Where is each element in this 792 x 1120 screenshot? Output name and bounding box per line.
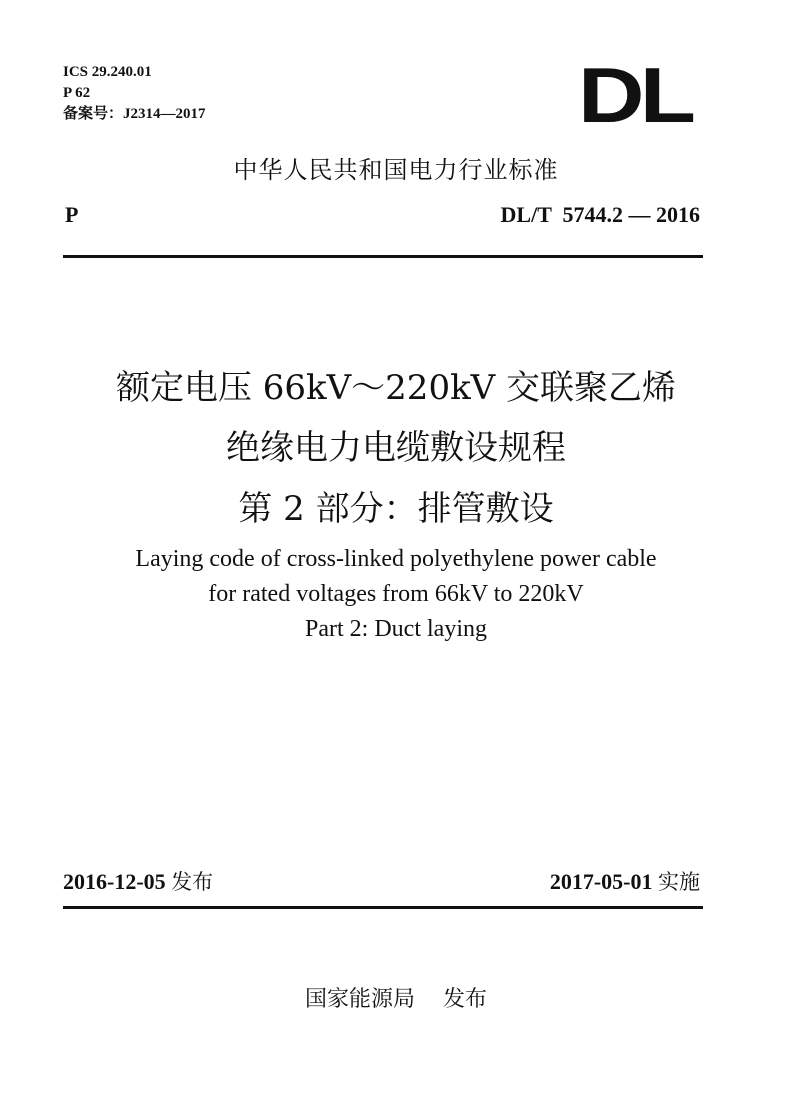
effective-label: 实施	[658, 870, 700, 894]
ics-code: ICS 29.240.01	[63, 64, 152, 80]
publisher-name: 国家能源局	[304, 987, 415, 1012]
effective-date: 2017-05-01	[549, 869, 653, 894]
standard-code: DL/T 5744.2 — 2016	[500, 202, 700, 227]
title-cn-line-1: 额定电压 66kV～220kV 交联聚乙烯	[115, 368, 677, 408]
dl-logo: DL	[578, 51, 692, 139]
footer-divider	[63, 906, 703, 909]
title-en-line-2: for rated voltages from 66kV to 220kV	[208, 581, 584, 607]
title-en-line-3: Part 2: Duct laying	[305, 616, 487, 642]
document-metadata	[63, 62, 206, 125]
publisher-line	[0, 982, 792, 1013]
issue-date-block	[63, 866, 213, 896]
issue-date: 2016-12-05	[63, 869, 166, 894]
effective-date-block	[550, 866, 700, 896]
classification-letter: P	[65, 202, 79, 227]
industry-standard-heading: 中华人民共和国电力行业标准	[233, 156, 559, 184]
title-cn-line-3: 第 2 部分：排管敷设	[238, 489, 554, 529]
record-number: 备案号：J2314—2017	[63, 106, 206, 122]
title-cn-line-2: 绝缘电力电缆敷设规程	[226, 428, 566, 468]
publisher-action: 发布	[442, 987, 487, 1012]
issue-label: 发布	[171, 870, 214, 894]
header-divider	[63, 255, 703, 258]
title-en-line-1: Laying code of cross-linked polyethylene power cable	[135, 546, 657, 572]
ccs-code: P 62	[63, 85, 91, 101]
